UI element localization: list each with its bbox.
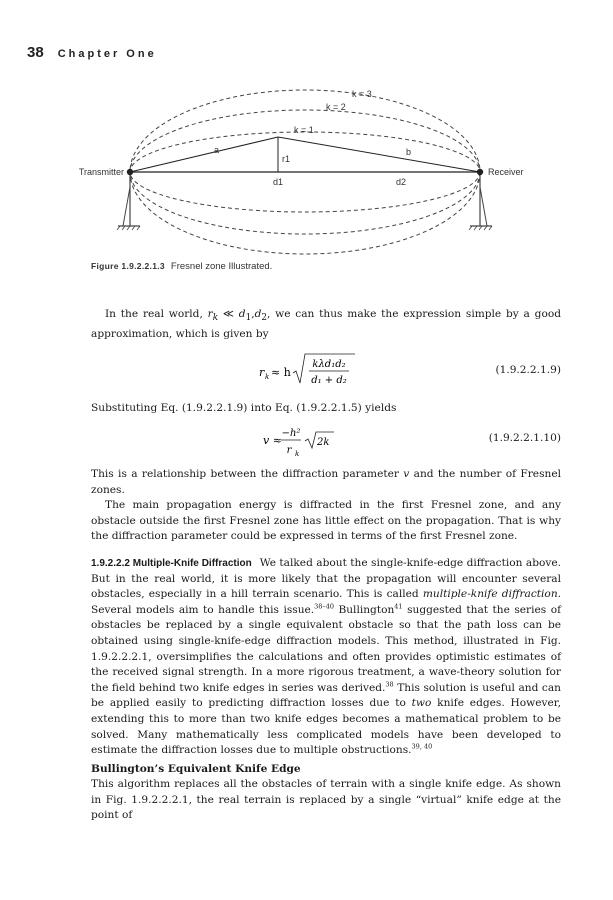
fresnel-diagram <box>78 82 524 250</box>
transmitter-leg <box>123 187 130 226</box>
label-r1: r1 <box>282 154 291 164</box>
transmitter-ground-hatch <box>117 226 140 230</box>
fresnel-zone-figure <box>78 82 524 250</box>
transmitter-node <box>127 169 133 175</box>
paragraph-relationship: This is a relationship between the diffraction parameter v and the number of Fresnel zones. <box>91 468 561 496</box>
equation-1-9-2-2-1-9 <box>91 352 561 392</box>
svg-text:d₁ + d₂: d₁ + d₂ <box>311 375 347 386</box>
equation-formula-1 <box>257 352 367 392</box>
label-b: b <box>406 147 412 157</box>
label-k1: k = 1 <box>294 125 314 135</box>
svg-text:2k: 2k <box>317 437 330 448</box>
label-d2: d2 <box>396 177 407 187</box>
section-heading: 1.9.2.2.2 Multiple-Knife Diffraction <box>91 558 252 569</box>
figure-caption <box>91 261 272 272</box>
path-segment-b <box>278 137 480 172</box>
receiver-label: Receiver <box>488 167 524 177</box>
svg-text:≈ h: ≈ h <box>271 366 291 379</box>
svg-text:v ≈: v ≈ <box>263 434 282 447</box>
equation-number-1: (1.9.2.2.1.9) <box>495 364 561 376</box>
receiver-leg <box>480 187 487 226</box>
svg-text:kλd₁d₂: kλd₁d₂ <box>312 359 346 370</box>
equation-number-2: (1.9.2.2.1.10) <box>488 432 561 444</box>
section-multiple-knife-diffraction: 1.9.2.2.2 Multiple-Knife Diffraction We talked about the single-knife-edge diffraction above. But in the real world, it is more likely that the propagation will encounter several obstacles, especially in a hill terrain scenario. This is called multiple-knife diffraction. Several models aim to handle this issue.$^{38-40}$ Bullington$^{41}$ suggested that the series of obstacles be replaced by a single equivalent obstacle so that the path loss can be obtained using single-knife-edge diffraction models. This method, illustrated in Fig. 1.9.2.2.2.1, oversimplifies the calculations and often provides optimistic estimates of the received signal strength. In a more rigorous treatment, a wave-theory solution for the field behind two knife edges in series was derived.$^{38}$ This solution is useful and can be applied easily to predicting diffraction losses due to two knife edges. However, extending this to more than two knife edges becomes a mathematical problem to be solved. Many mathematically less complicated models have been developed to estimate the diffraction losses due to multiple obstructions.$^{39, 40}$ <box>91 557 562 757</box>
label-a: a <box>214 145 220 155</box>
paragraph-bullington-algorithm: This algorithm replaces all the obstacles of terrain with a single knife edge. As shown in Fig. 1.9.2.2.2.1, the real terrain is replaced by a single “virtual” knife edge at the point of <box>91 778 561 822</box>
svg-text:r: r <box>286 445 292 456</box>
equation-formula-2 <box>257 424 367 464</box>
svg-text:k: k <box>295 450 300 458</box>
subsection-heading: Bullington’s Equivalent Knife Edge <box>91 763 301 775</box>
page-number: 38 <box>27 44 44 61</box>
paragraph-propagation-energy: The main propagation energy is diffracted in the first Fresnel zone, and any obstacle outside the first Fresnel zone has little effect on the propagation. That is why the diffraction parameter could be expressed in terms of the first Fresnel zone. <box>91 499 561 543</box>
label-k2: k = 2 <box>326 102 346 112</box>
svg-text:k: k <box>265 373 270 381</box>
label-k3: k = 3 <box>352 89 372 99</box>
label-d1: d1 <box>273 177 284 187</box>
svg-text:−h²: −h² <box>281 428 301 439</box>
svg-text:r: r <box>259 366 265 379</box>
paragraph-real-world: In the real world, $r_k$ ≪ $d_1,d_2$, we can thus make the expression simple by a good approximation, which is given by <box>91 308 561 340</box>
path-segment-a <box>130 137 278 172</box>
receiver-ground-hatch <box>469 226 492 230</box>
equation-1-9-2-2-1-10 <box>91 424 561 464</box>
page-header <box>27 44 157 61</box>
paragraph-substituting: Substituting Eq. (1.9.2.2.1.9) into Eq. (1.9.2.2.1.5) yields <box>91 402 397 414</box>
figure-caption-text: Fresnel zone Illustrated. <box>170 261 273 272</box>
figure-caption-label: Figure 1.9.2.2.1.3 <box>91 261 165 271</box>
transmitter-label: Transmitter <box>78 167 124 177</box>
receiver-node <box>477 169 483 175</box>
chapter-title: Chapter One <box>57 48 157 60</box>
